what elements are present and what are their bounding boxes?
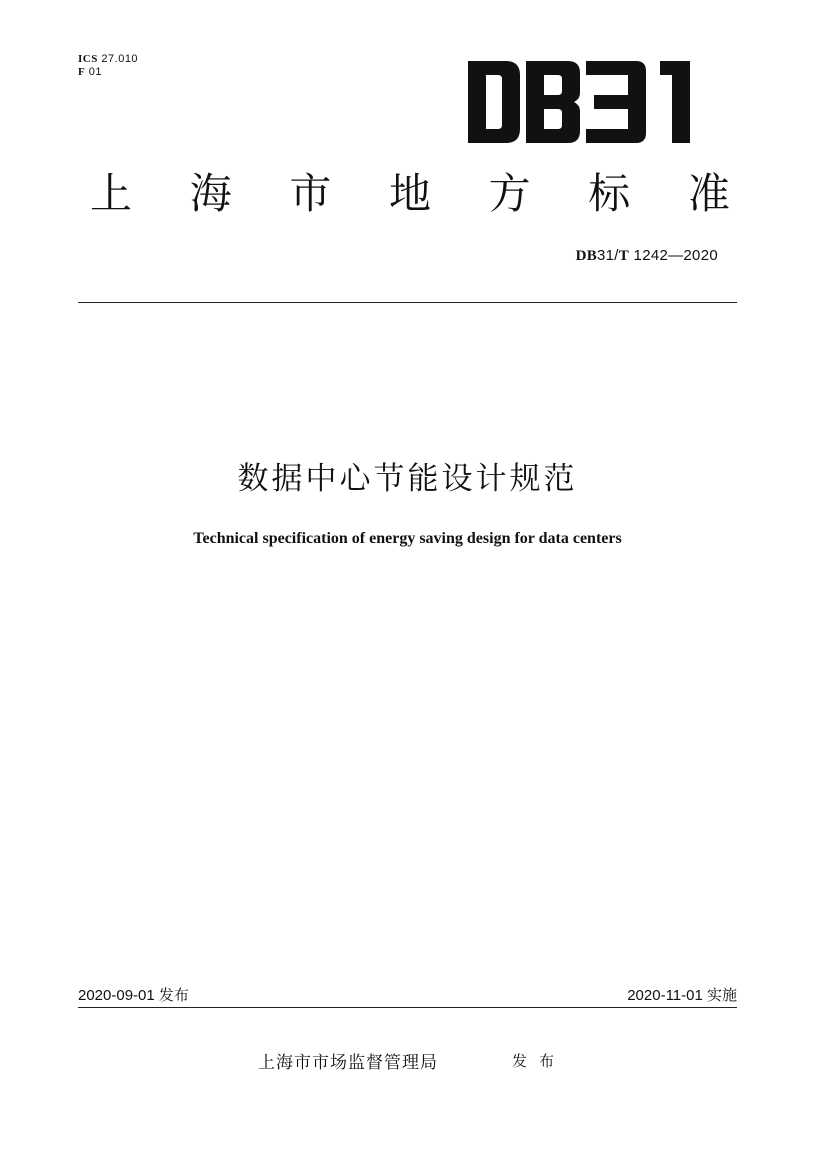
ccs-line — [78, 66, 138, 79]
document-title-en: Technical specification of energy saving design for data centers — [193, 530, 622, 547]
standard-code — [576, 247, 718, 265]
issuing-authority: 上海市市场监督管理局 — [258, 1053, 438, 1073]
top-divider — [78, 302, 737, 303]
ics-classification — [78, 53, 138, 79]
standard-type-char: 市 — [289, 169, 332, 218]
standard-type-char: 方 — [488, 169, 531, 218]
db31-logo — [468, 61, 694, 143]
code-rest: 31/ — [597, 247, 619, 264]
standard-type-char: 标 — [588, 169, 631, 218]
code-number: 1242—2020 — [633, 247, 718, 264]
code-prefix: DB — [575, 248, 597, 264]
standard-type-char: 海 — [189, 169, 232, 218]
ics-line — [78, 53, 138, 66]
ccs-code: 01 — [88, 66, 103, 78]
bottom-divider — [78, 1007, 737, 1008]
standard-type-title — [90, 170, 730, 218]
standard-type-char: 地 — [388, 169, 431, 218]
ccs-label: F — [78, 66, 86, 78]
issue-label: 发布 — [512, 1052, 567, 1070]
code-t: T — [618, 248, 630, 264]
publish-date: 2020-09-01 发布 — [78, 987, 189, 1004]
standard-type-char: 上 — [90, 169, 133, 218]
ics-code: 27.010 — [101, 53, 139, 65]
standard-type-char: 准 — [687, 169, 730, 218]
implement-date: 2020-11-01 实施 — [627, 987, 737, 1004]
ics-label: ICS — [78, 53, 98, 65]
document-title-zh: 数据中心节能设计规范 — [237, 461, 578, 497]
